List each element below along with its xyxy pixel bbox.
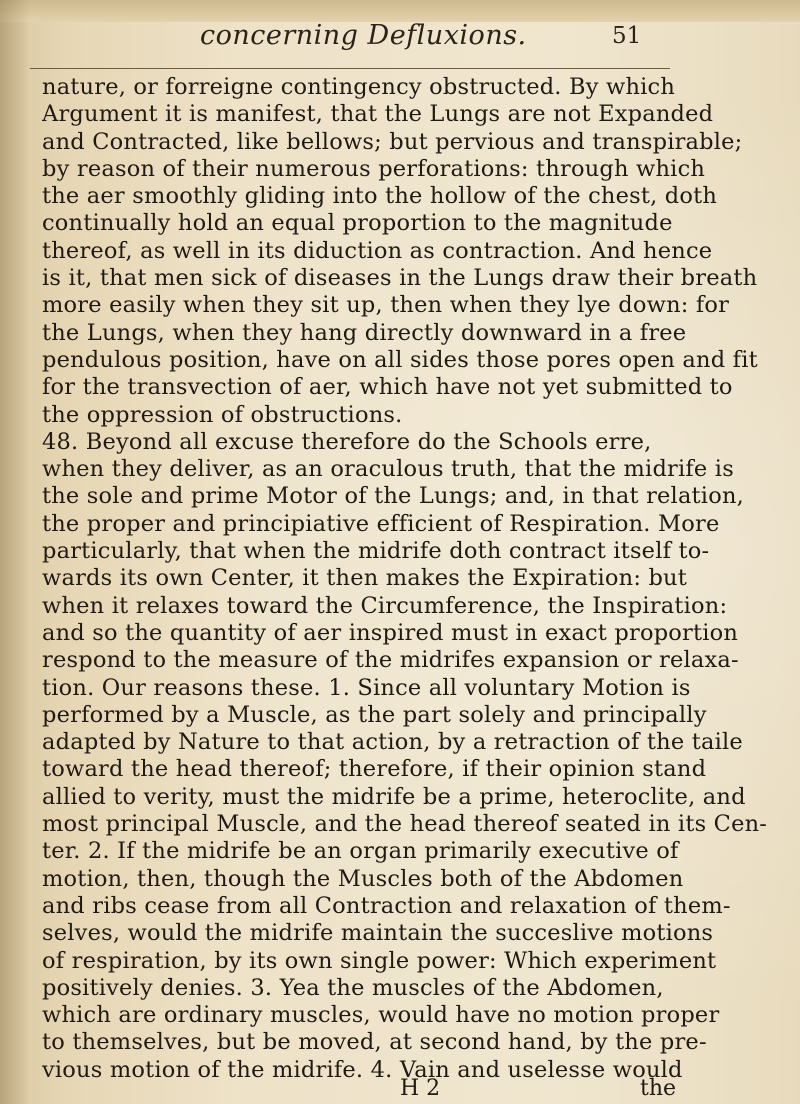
text-line: respond to the measure of the midrifes expansion or relaxa- xyxy=(42,647,739,674)
binding-shadow xyxy=(0,0,30,1104)
text-line: most principal Muscle, and the head thereof seated in its Cen- xyxy=(42,811,768,838)
catchword: the xyxy=(640,1076,677,1101)
header-rule xyxy=(30,68,670,69)
body-text xyxy=(42,74,772,1084)
text-line: thereof, as well in its diduction as contraction. And hence xyxy=(42,237,713,264)
signature-mark: H 2 xyxy=(400,1076,441,1101)
text-line: particularly, that when the midrife doth contract itself to- xyxy=(42,538,710,565)
text-line: the sole and prime Motor of the Lungs; and, in that relation, xyxy=(42,483,744,510)
text-line: tion. Our reasons these. 1. Since all voluntary Motion is xyxy=(42,674,691,701)
text-line: continually hold an equal proportion to the magnitude xyxy=(42,210,673,237)
text-line: when they deliver, as an oraculous truth, that the midrife is xyxy=(42,456,734,483)
text-line: ter. 2. If the midrife be an organ primarily executive of xyxy=(42,838,679,865)
text-line: of respiration, by its own single power: Which experiment xyxy=(42,947,717,974)
text-line: the oppression of obstructions. xyxy=(42,401,403,428)
text-line: wards its own Center, it then makes the Expiration: but xyxy=(42,565,687,592)
text-line: is it, that men sick of diseases in the Lungs draw their breath xyxy=(42,265,758,292)
text-line: to themselves, but be moved, at second hand, by the pre- xyxy=(42,1029,707,1056)
text-line: the proper and principiative efficient of Respiration. More xyxy=(42,510,720,537)
text-line: motion, then, though the Muscles both of the Abdomen xyxy=(42,865,684,892)
text-line: vious motion of the midrife. 4. Vain and uselesse would xyxy=(42,1056,683,1083)
page-top-edge xyxy=(0,0,800,22)
page-footer xyxy=(0,1076,800,1104)
text-line: allied to verity, must the midrife be a prime, heteroclite, and xyxy=(42,783,746,810)
text-line: Argument it is manifest, that the Lungs are not Expanded xyxy=(42,101,714,128)
page-number: 51 xyxy=(612,23,642,49)
text-line: the aer smoothly gliding into the hollow of the chest, doth xyxy=(42,183,718,210)
text-line: adapted by Nature to that action, by a retraction of the taile xyxy=(42,729,743,756)
text-line: and so the quantity of aer inspired must in exact proportion xyxy=(42,619,739,646)
text-line: by reason of their numerous perforations: through which xyxy=(42,155,706,182)
running-head xyxy=(0,20,800,64)
text-line: and Contracted, like bellows; but pervious and transpirable; xyxy=(42,128,743,155)
text-line: performed by a Muscle, as the part solely and principally xyxy=(42,701,707,728)
text-line: nature, or forreigne contingency obstructed. By which xyxy=(42,74,676,100)
text-line: pendulous position, have on all sides those pores open and fit xyxy=(42,346,758,373)
text-line: for the transvection of aer, which have not yet submitted to xyxy=(42,374,733,401)
text-line: when it relaxes toward the Circumference, the Inspiration: xyxy=(42,592,728,619)
running-title: concerning Defluxions. xyxy=(200,20,527,51)
text-line: the Lungs, when they hang directly downward in a free xyxy=(42,319,687,346)
text-line: 48. Beyond all excuse therefore do the Schools erre, xyxy=(42,428,652,455)
text-line: selves, would the midrife maintain the succeslive motions xyxy=(42,920,714,947)
text-line: and ribs cease from all Contraction and relaxation of them- xyxy=(42,892,731,919)
text-line: more easily when they sit up, then when they lye down: for xyxy=(42,292,730,319)
text-line: positively denies. 3. Yea the muscles of the Abdomen, xyxy=(42,974,664,1001)
text-line: which are ordinary muscles, would have no motion proper xyxy=(42,1002,720,1029)
text-line: toward the head thereof; therefore, if their opinion stand xyxy=(42,756,707,783)
